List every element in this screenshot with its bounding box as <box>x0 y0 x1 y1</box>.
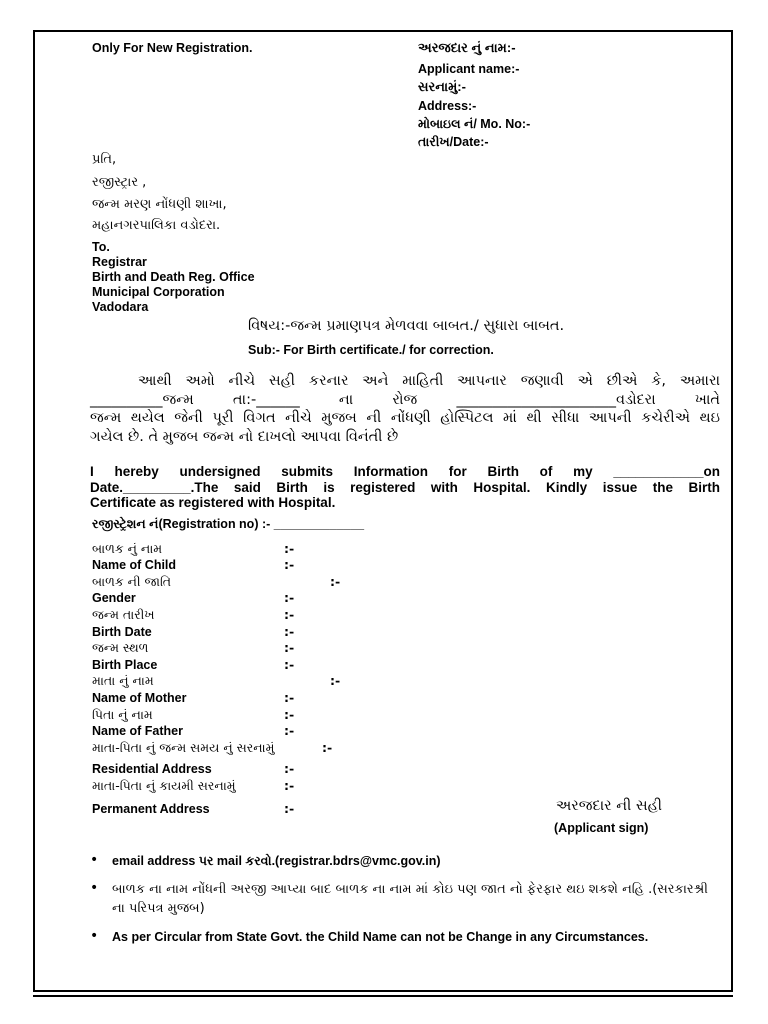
date-field: તારીખ/Date:- <box>418 135 489 149</box>
field-label: Name of Mother <box>92 691 187 705</box>
field-label: બાળક નું નામ <box>92 541 163 556</box>
recipient-en-line: Vadodara <box>92 300 149 314</box>
only-new-registration: Only For New Registration. <box>92 41 253 55</box>
field-label: Name of Child <box>92 558 177 572</box>
note-item <box>90 880 722 918</box>
field-label: Residential Address <box>92 762 212 776</box>
field-label: Permanent Address <box>92 802 210 816</box>
bullet-icon: • <box>90 928 99 944</box>
field-colon: :- <box>284 590 295 605</box>
para-gu-line: આથી અમો નીચે સહી કરનાર અને માહિતી આપનાર જણાવી એ છીએ કે, અમારા <box>138 373 720 389</box>
field-colon: :- <box>284 778 295 793</box>
applicant-name-gu: અરજદાર નું નામ:- <box>418 40 516 55</box>
field-label: જન્મ સ્થળ <box>92 640 149 655</box>
recipient-en-line: Registrar <box>92 255 147 269</box>
note-item <box>90 852 722 870</box>
subject-en: Sub:- For Birth certificate./ for correction. <box>248 343 494 357</box>
field-colon: :- <box>284 541 295 556</box>
recipient-gu-line: જન્મ મરણ નોંધણી શાખા, <box>92 197 227 212</box>
mobile-number: મોબાઇલ નં/ Mo. No:- <box>418 117 531 131</box>
recipient-en-line: Municipal Corporation <box>92 285 225 299</box>
field-colon: :- <box>322 740 333 755</box>
field-colon: :- <box>284 557 295 572</box>
field-colon: :- <box>330 673 341 688</box>
page-bottom-rule <box>33 995 733 997</box>
gujarati-paragraph <box>90 372 720 446</box>
field-colon: :- <box>284 657 295 672</box>
recipient-en-line: To. <box>92 240 110 254</box>
subject-gu: વિષય:-જન્મ પ્રમાણપત્ર મેળવવા બાબત./ સુધારા બાબત. <box>248 318 565 334</box>
field-colon: :- <box>284 723 295 738</box>
field-label: Birth Place <box>92 658 158 672</box>
field-label: Birth Date <box>92 625 152 639</box>
recipient-gu-line: પ્રતિ, <box>92 152 117 167</box>
applicant-signature-en: (Applicant sign) <box>554 821 649 835</box>
recipient-gu-line: મહાનગરપાલિકા વડોદરા. <box>92 218 221 233</box>
field-colon: :- <box>284 801 295 816</box>
para-gu-line: __________જન્મ તા:-______ ના રોજ ______________________વડોદરા ખાતે <box>90 391 720 408</box>
field-colon: :- <box>330 574 341 589</box>
field-colon: :- <box>284 624 295 639</box>
field-label: પિતા નું નામ <box>92 707 153 722</box>
para-en-line: Date._________.The said Birth is registered with Hospital. Kindly issue the Birth <box>90 479 720 495</box>
applicant-name-en: Applicant name:- <box>418 62 520 76</box>
field-colon: :- <box>284 640 295 655</box>
bullet-icon: • <box>90 852 99 868</box>
field-label: Gender <box>92 591 136 605</box>
note-item <box>90 928 722 946</box>
field-label: માતા-પિતા નું જન્મ સમય નું સરનામું <box>92 740 275 755</box>
note-text: email address પર mail કરવો.(registrar.bdrs@vmc.gov.in) <box>112 854 441 868</box>
field-label: બાળક ની જાતિ <box>92 574 172 589</box>
field-label: જન્મ તારીખ <box>92 607 155 622</box>
field-colon: :- <box>284 607 295 622</box>
recipient-gu-line: રજીસ્ટ્રાર , <box>92 175 147 190</box>
para-gu-line: ગયેલ છે. તે મુજબ જન્મ નો દાખલો આપવા વિનંતી છે <box>90 428 399 445</box>
address-en: Address:- <box>418 99 477 113</box>
field-colon: :- <box>284 707 295 722</box>
note-text: બાળક ના નામ નોંધની અરજી આપ્યા બાદ બાળક ના નામ માં કોઇ પણ જાત નો ફેરફાર થઇ શકશે નહિ .(સરકારશ્રી ના પરિપત્ર મુજબ) <box>112 882 708 916</box>
notes-list <box>90 852 722 956</box>
field-colon: :- <box>284 690 295 705</box>
para-en-line: Certificate as registered with Hospital. <box>90 495 336 510</box>
address-gu: સરનામું:- <box>418 79 466 94</box>
english-paragraph <box>90 464 720 511</box>
field-label: માતા નું નામ <box>92 673 154 688</box>
para-en-line: I hereby undersigned submits Information for Birth of my ____________on <box>90 464 720 479</box>
bullet-icon: • <box>90 880 99 896</box>
field-label: Name of Father <box>92 724 183 738</box>
note-text: As per Circular from State Govt. the Child Name can not be Change in any Circumstances. <box>112 930 649 944</box>
field-label: માતા-પિતા નું કાયમી સરનામું <box>92 778 236 793</box>
recipient-en-line: Birth and Death Reg. Office <box>92 270 255 284</box>
para-gu-line: જન્મ થયેલ જેની પૂરી વિગત નીચે મુજબ ની નોંધણી હોસ્પિટલ માં થી સીધા આપની કચેરીએ થઇ <box>90 410 720 426</box>
registration-number: રજીસ્ટ્રેશન નં(Registration no) :- _____________ <box>92 517 365 531</box>
applicant-signature-gu: અરજદાર ની સહી <box>556 798 663 814</box>
field-colon: :- <box>284 761 295 776</box>
